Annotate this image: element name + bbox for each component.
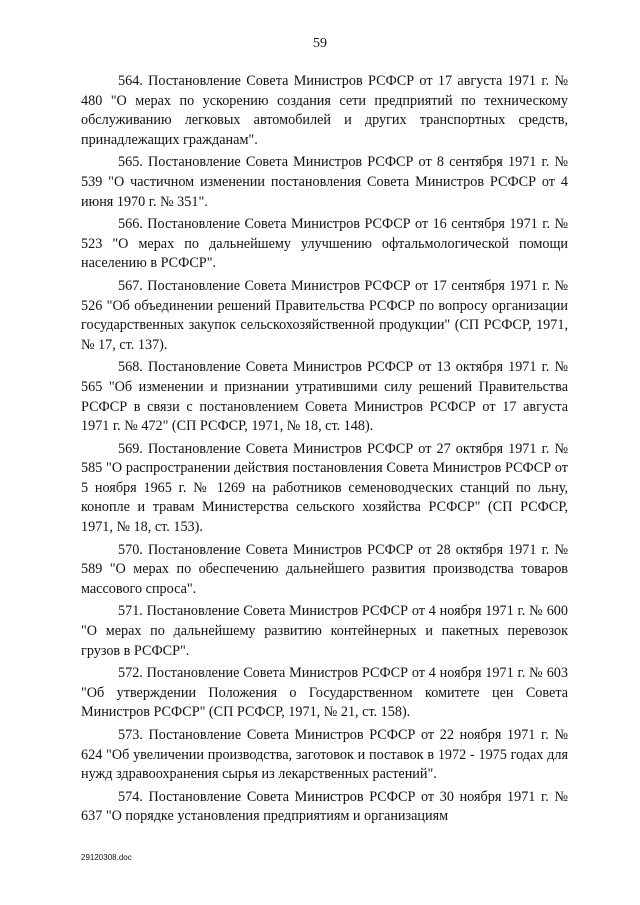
list-item: 566. Постановление Совета Министров РСФСР от 16 сентября 1971 г. № 523 "О мерах по дальнейшему улучшению офтальмологической помощи населению в РСФСР".: [81, 216, 568, 272]
document-body: [81, 72, 568, 830]
list-item: 572. Постановление Совета Министров РСФСР от 4 ноября 1971 г. № 603 "Об утверждении Положения о Государственном комитете цен Совета Министров РСФСР" (СП РСФСР, 1971, № 21, ст. 158).: [81, 665, 568, 721]
footer-filename: 29120308.doc: [81, 853, 132, 862]
list-item: 569. Постановление Совета Министров РСФСР от 27 октября 1971 г. № 585 "О распространении действия постановления Совета Министров РСФСР от 5 ноября 1965 г. № 1269 на работников семеноводческих станций по льну, конопле и травам Министерства сельского хозяйства РСФСР" (СП РСФСР, 1971, № 18, ст. 153).: [81, 440, 568, 536]
list-item: 571. Постановление Совета Министров РСФСР от 4 ноября 1971 г. № 600 "О мерах по дальнейшему развитию контейнерных и пакетных перевозок грузов в РСФСР".: [81, 603, 568, 659]
list-item: 573. Постановление Совета Министров РСФСР от 22 ноября 1971 г. № 624 "Об увеличении производства, заготовок и поставок в 1972 - 1975 годах для нужд здравоохранения сырья из лекарственных растений".: [81, 727, 568, 783]
page-number: 59: [313, 36, 327, 51]
list-item: 567. Постановление Совета Министров РСФСР от 17 сентября 1971 г. № 526 "Об объединении решений Правительства РСФСР по вопросу организации государственных закупок сельскохозяйственной продукции" (СП РСФСР, 1971, № 17, ст. 137).: [81, 277, 568, 353]
list-item: 565. Постановление Совета Министров РСФСР от 8 сентября 1971 г. № 539 "О частичном изменении постановления Совета Министров РСФСР от 4 июня 1970 г. № 351".: [81, 154, 568, 210]
list-item: 568. Постановление Совета Министров РСФСР от 13 октября 1971 г. № 565 "Об изменении и признании утратившими силу решений Правительства РСФСР в связи с постановлением Совета Министров РСФСР от 17 августа 1971 г. № 472" (СП РСФСР, 1971, № 18, ст. 148).: [81, 359, 568, 435]
list-item: 570. Постановление Совета Министров РСФСР от 28 октября 1971 г. № 589 "О мерах по обеспечению дальнейшего развития производства товаров массового спроса".: [81, 541, 568, 597]
list-item: 564. Постановление Совета Министров РСФСР от 17 августа 1971 г. № 480 "О мерах по ускорению создания сети предприятий по техническому обслуживанию легковых автомобилей и других транспортных средств, принадлежащих гражданам".: [81, 73, 568, 148]
list-item: 574. Постановление Совета Министров РСФСР от 30 ноября 1971 г. № 637 "О порядке установления предприятиям и организациям: [81, 788, 568, 825]
